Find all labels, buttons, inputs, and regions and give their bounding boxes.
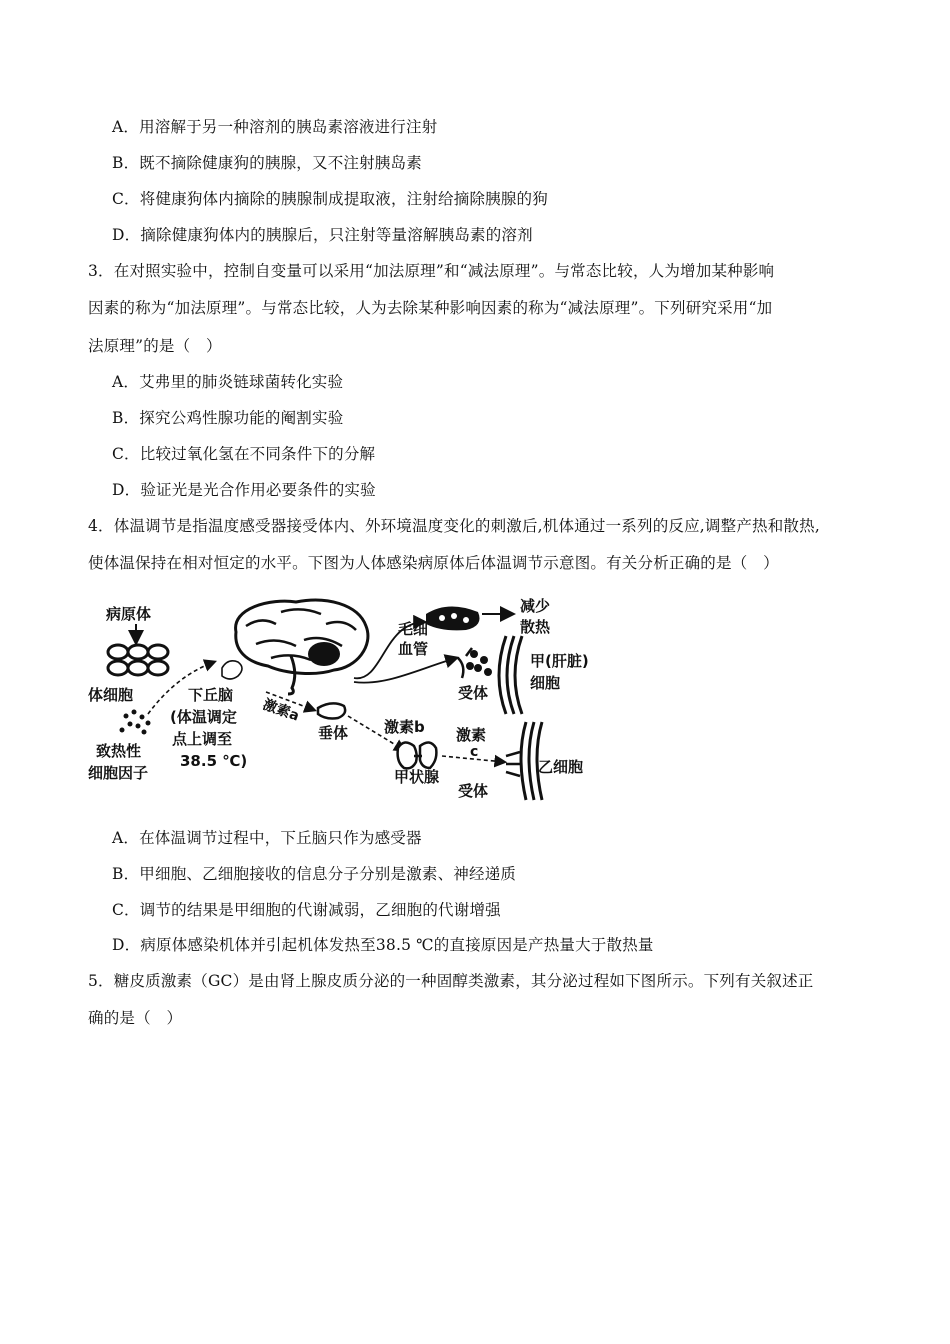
body-cell-icon — [108, 645, 168, 675]
label-reduce-2: 散热 — [520, 618, 551, 636]
q4-stem-line2: 使体温保持在相对恒定的水平。下图为人体感染病原体后体温调节示意图。有关分析正确的是（ ） — [88, 554, 779, 572]
cytokine-dots-icon — [120, 710, 151, 735]
label-pituitary: 垂体 — [318, 724, 349, 742]
arrow-brain-to-jia-cell — [354, 658, 456, 683]
q4-option-c[interactable]: C．调节的结果是甲细胞的代谢减弱，乙细胞的代谢增强 — [112, 901, 501, 919]
q3-stem-line1: 3．在对照实验中，控制自变量可以采用“加法原理”和“减法原理”。与常态比较，人为增加某种影响 — [88, 262, 775, 280]
q4-option-b[interactable]: B．甲细胞、乙细胞接收的信息分子分别是激素、神经递质 — [112, 865, 517, 883]
label-body-cell: 体细胞 — [88, 686, 134, 704]
label-hormone-c-2: c — [470, 744, 479, 760]
q3-option-c[interactable]: C．比较过氧化氢在不同条件下的分解 — [112, 445, 376, 463]
q3-option-b[interactable]: B．探究公鸡性腺功能的阉割实验 — [112, 409, 344, 427]
brain-icon — [236, 600, 368, 694]
label-reduce-1: 减少 — [520, 597, 551, 615]
q2-option-d[interactable]: D．摘除健康狗体内的胰腺后，只注射等量溶解胰岛素的溶剂 — [112, 226, 533, 244]
label-receptor-1: 受体 — [458, 684, 489, 702]
label-yi-cell: 乙细胞 — [538, 758, 584, 776]
q3-stem-line2: 因素的称为“加法原理”。与常态比较，人为去除某种影响因素的称为“减法原理”。下列研究采用“加 — [88, 299, 773, 317]
q4-option-a[interactable]: A．在体温调节过程中，下丘脑只作为感受器 — [112, 829, 422, 847]
thermoregulation-diagram — [86, 596, 616, 806]
q4-stem-line1: 4．体温调节是指温度感受器接受体内、外环境温度变化的刺激后,机体通过一系列的反应,调整产热和散热, — [88, 517, 820, 535]
q2-option-a[interactable]: A．用溶解于另一种溶剂的胰岛素溶液进行注射 — [112, 118, 438, 136]
label-capillary-1: 毛细 — [398, 620, 429, 638]
label-hypothalamus-1: 下丘脑 — [188, 686, 234, 704]
label-hormone-a: 激素a — [260, 696, 302, 725]
label-hypothalamus-2: (体温调定 — [170, 708, 237, 726]
label-jia-cell-1: 甲(肝脏) — [530, 652, 589, 670]
label-thyroid: 甲状腺 — [394, 768, 440, 786]
label-jia-cell-2: 细胞 — [530, 674, 561, 692]
q2-option-c[interactable]: C．将健康狗体内摘除的胰腺制成提取液，注射给摘除胰腺的狗 — [112, 190, 548, 208]
label-hypothalamus-3: 点上调至 — [172, 730, 233, 748]
hypothalamus-icon — [222, 661, 242, 679]
q3-option-a[interactable]: A．艾弗里的肺炎链球菌转化实验 — [112, 373, 344, 391]
label-pyrogenic-2: 细胞因子 — [88, 764, 149, 782]
label-hypothalamus-4: 38.5 ℃) — [180, 752, 248, 770]
pituitary-icon — [318, 703, 345, 718]
label-pyrogenic-1: 致热性 — [96, 742, 142, 760]
q4-option-d[interactable]: D．病原体感染机体并引起机体发热至38.5 ℃的直接原因是产热量大于散热量 — [112, 936, 654, 954]
label-hormone-c-1: 激素 — [456, 726, 487, 744]
label-capillary-2: 血管 — [398, 640, 429, 658]
q3-option-d[interactable]: D．验证光是光合作用必要条件的实验 — [112, 481, 376, 499]
label-receptor-2: 受体 — [458, 782, 489, 800]
jia-cell-membrane-icon — [458, 636, 522, 714]
yi-cell-membrane-icon — [506, 722, 542, 800]
q2-option-b[interactable]: B．既不摘除健康狗的胰腺，又不注射胰岛素 — [112, 154, 422, 172]
label-hormone-b: 激素b — [384, 718, 425, 736]
label-pathogen: 病原体 — [106, 605, 152, 623]
q5-stem-line2: 确的是（ ） — [88, 1009, 183, 1027]
thyroid-icon — [398, 742, 437, 768]
q5-stem-line1: 5．糖皮质激素（GC）是由肾上腺皮质分泌的一种固醇类激素，其分泌过程如下图所示。下列有关叙述正 — [88, 972, 814, 990]
capillary-icon — [426, 606, 480, 630]
q3-stem-line3: 法原理”的是（ ） — [88, 337, 222, 355]
